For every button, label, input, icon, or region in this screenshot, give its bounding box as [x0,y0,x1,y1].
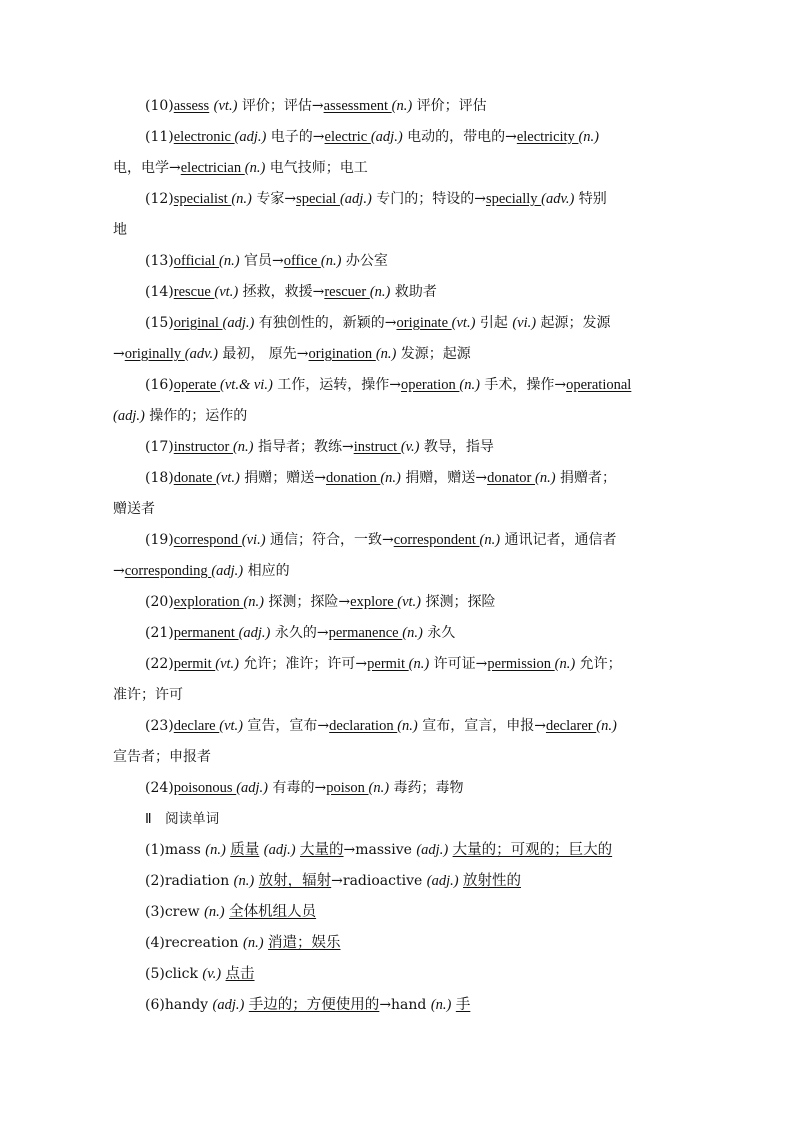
entry-text: (13)official (n.) 官员→office (n.) 办公室 [145,253,388,269]
vocab-entry [145,840,720,860]
vocab-entry-continuation [113,499,688,519]
entry-text: (21)permanent (adj.) 永久的→permanence (n.) 永久 [145,625,456,641]
vocab-entry [145,654,720,674]
vocab-entry-continuation [113,685,688,705]
vocab-entry [145,127,720,147]
entry-text: (11)electronic (adj.) 电子的→electric (adj.) 电动的，带电的→electricity (n.) [145,129,599,145]
vocab-entry [145,592,720,612]
vocab-entry-continuation [113,344,688,364]
vocab-entry [145,778,720,798]
entry-text: (24)poisonous (adj.) 有毒的→poison (n.) 毒药；毒物 [145,780,464,796]
vocab-entry [145,251,720,271]
entry-text: (adj.) 操作的；运作的 [113,408,248,424]
vocab-entry-continuation [113,220,688,240]
vocab-entry [145,716,720,736]
vocab-entry [145,313,720,333]
entry-text: (15)original (adj.) 有独创性的，新颖的→originate (vt.) 引起 (vi.) 起源；发源 [145,315,611,331]
entry-text: (1)mass (n.) 质量 (adj.) 大量的→massive (adj.) 大量的；可观的；巨大的 [145,842,613,858]
vocab-entry [145,530,720,550]
vocab-entry [145,964,720,984]
entry-text: (17)instructor (n.) 指导者；教练→instruct (v.) 教导，指导 [145,439,494,455]
entry-text: 电，电学→electrician (n.) 电气技师；电工 [113,160,368,176]
entry-text: (2)radiation (n.) 放射，辐射→radioactive (adj.) 放射性的 [145,873,521,889]
vocab-entry [145,871,720,891]
entry-text: (5)click (v.) 点击 [145,966,255,982]
entry-text: (10)assess (vt.) 评价；评估→assessment (n.) 评价；评估 [145,98,487,114]
entry-text: (18)donate (vt.) 捐赠；赠送→donation (n.) 捐赠，赠送→donator (n.) 捐赠者； [145,470,616,486]
vocab-entry [145,189,720,209]
entry-text: 宣告者；申报者 [113,749,211,765]
vocab-entry-continuation [113,158,688,178]
vocab-entry [145,437,720,457]
entry-text: (6)handy (adj.) 手边的；方便使用的→hand (n.) 手 [145,997,471,1013]
vocab-entry [145,468,720,488]
entry-text: Ⅱ 阅读单词 [145,811,220,827]
entry-text: (20)exploration (n.) 探测；探险→explore (vt.) 探测；探险 [145,594,496,610]
vocab-entry [145,933,720,953]
entry-text: 准许；许可 [113,687,183,703]
vocab-entry [145,96,720,116]
entry-text: (23)declare (vt.) 宣告，宣布→declaration (n.) 宣布，宣言，申报→declarer (n.) [145,718,617,734]
entry-text: (4)recreation (n.) 消遣；娱乐 [145,935,341,951]
vocab-entry [145,995,720,1015]
vocab-entry [145,623,720,643]
entry-text: (12)specialist (n.) 专家→special (adj.) 专门的；特设的→specially (adv.) 特别 [145,191,607,207]
vocab-entry-continuation [113,406,688,426]
vocab-entry [145,809,720,829]
entry-text: →originally (adv.) 最初， 原先→origination (n.) 发源；起源 [113,346,471,362]
vocab-entry [145,282,720,302]
vocab-entry-continuation [113,561,688,581]
vocab-entry [145,375,720,395]
entry-text: 赠送者 [113,501,155,517]
entry-text: (3)crew (n.) 全体机组人员 [145,904,317,920]
vocab-entry-continuation [113,747,688,767]
entry-text: (14)rescue (vt.) 拯救，救援→rescuer (n.) 救助者 [145,284,437,300]
entry-text: 地 [113,222,127,238]
vocab-entry [145,902,720,922]
entry-text: →corresponding (adj.) 相应的 [113,563,290,579]
entry-text: (19)correspond (vi.) 通信；符合，一致→correspondent (n.) 通讯记者，通信者 [145,532,617,548]
entry-text: (22)permit (vt.) 允许；准许；许可→permit (n.) 许可证→permission (n.) 允许； [145,656,622,672]
entry-text: (16)operate (vt.& vi.) 工作，运转，操作→operation (n.) 手术，操作→operational [145,377,632,393]
